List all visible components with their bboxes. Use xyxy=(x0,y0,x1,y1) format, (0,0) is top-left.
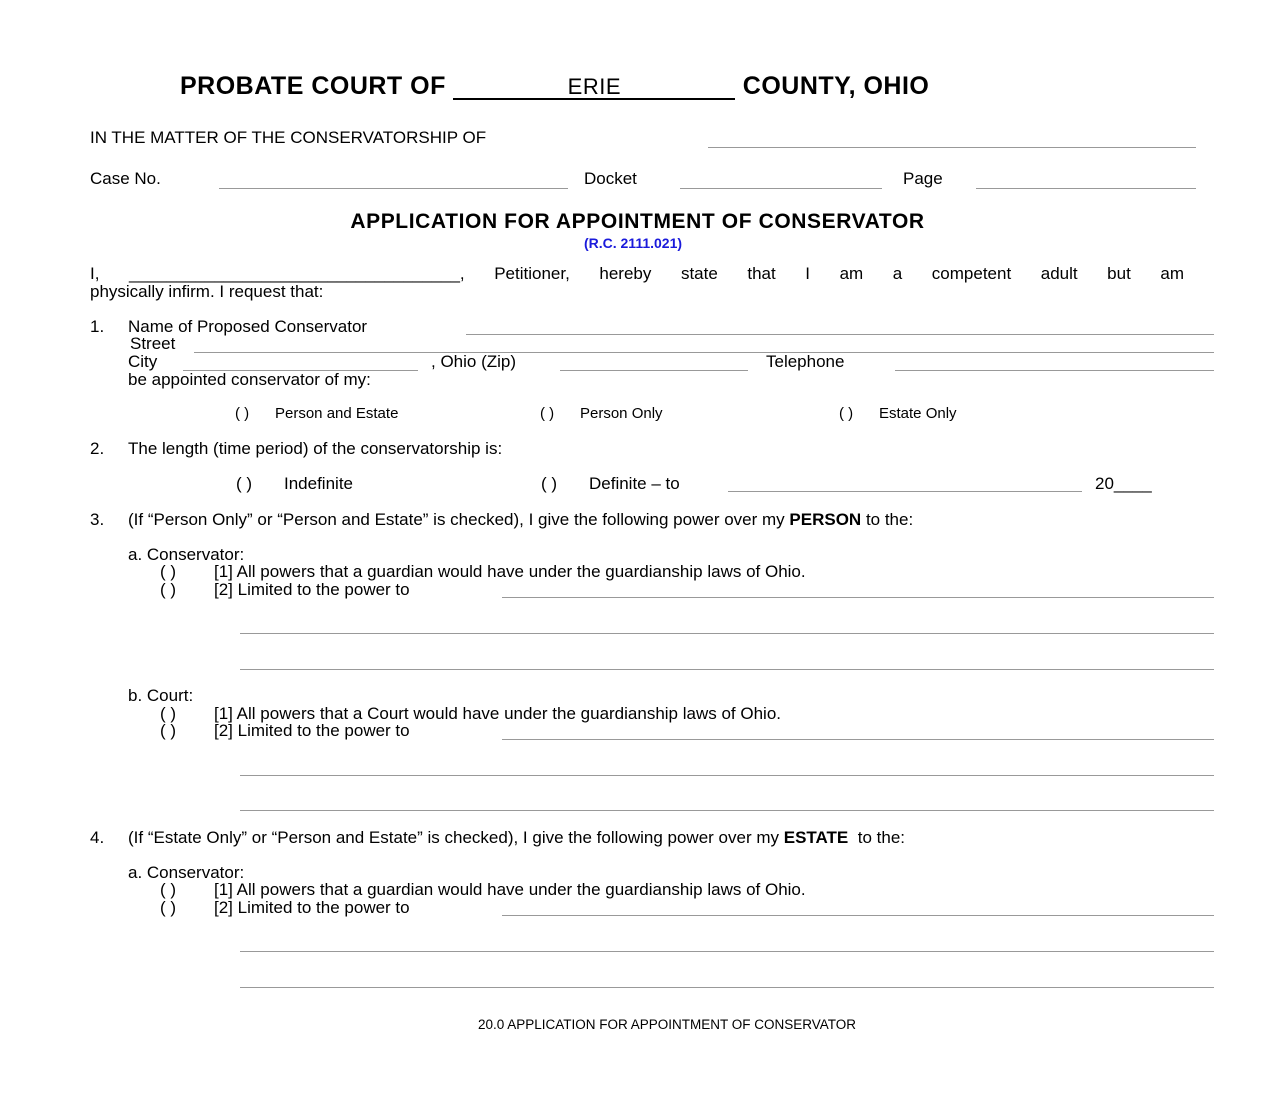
item4a-option1[interactable] xyxy=(160,880,806,900)
option-estate-only[interactable] xyxy=(839,405,957,422)
item3b-limit-line3[interactable] xyxy=(240,810,1214,811)
county-field[interactable] xyxy=(453,75,735,100)
item4-number: 4. xyxy=(90,828,105,847)
option-label: [2] Limited to the power to xyxy=(214,721,410,740)
form-title: APPLICATION FOR APPOINTMENT OF CONSERVATOR xyxy=(350,210,925,233)
item3-text-b: to the: xyxy=(865,510,914,529)
item4a-limit-line3[interactable] xyxy=(240,987,1214,988)
checkbox-paren[interactable]: ( ) xyxy=(540,405,555,422)
item3a-option1[interactable] xyxy=(160,562,806,582)
checkbox-paren[interactable]: ( ) xyxy=(160,721,177,740)
statute-ref: (R.C. 2111.021) xyxy=(583,235,683,251)
ohio-zip-label: , Ohio (Zip) xyxy=(431,352,517,371)
checkbox-paren[interactable]: ( ) xyxy=(160,880,177,899)
page-label: Page xyxy=(903,169,943,188)
intro-line1: I, ___________________________________, Petitioner, hereby state that I am a competent adult but am xyxy=(90,264,1184,283)
item3-text-a: (If “Person Only” or “Person and Estate” is checked), I give the following power over my xyxy=(128,510,785,529)
item3b-limit-line1[interactable] xyxy=(502,739,1214,740)
item4a-label: a. Conservator: xyxy=(128,863,245,882)
option-label: Indefinite xyxy=(284,474,353,493)
conservator-name-field[interactable] xyxy=(466,334,1214,335)
matter-field[interactable] xyxy=(708,147,1196,148)
checkbox-paren[interactable]: ( ) xyxy=(160,562,177,581)
intro-line2: physically infirm. I request that: xyxy=(90,282,324,301)
telephone-label: Telephone xyxy=(766,352,845,371)
checkbox-paren[interactable]: ( ) xyxy=(160,704,177,723)
title-prefix: PROBATE COURT OF xyxy=(180,72,446,100)
option-label: [1] All powers that a Court would have under the guardianship laws of Ohio. xyxy=(214,704,782,723)
length-text: The length (time period) of the conservatorship is: xyxy=(128,439,503,458)
option-label: [1] All powers that a guardian would have under the guardianship laws of Ohio. xyxy=(214,562,806,581)
item3-number: 3. xyxy=(90,510,105,529)
item3b-label: b. Court: xyxy=(128,686,194,705)
item4a-limit-line1[interactable] xyxy=(502,915,1214,916)
option-label: [1] All powers that a guardian would have under the guardianship laws of Ohio. xyxy=(214,880,806,899)
item3b-limit-line2[interactable] xyxy=(240,775,1214,776)
item3b-option2[interactable] xyxy=(160,721,410,741)
option-label: [2] Limited to the power to xyxy=(214,580,410,599)
option-label: Estate Only xyxy=(879,405,957,422)
matter-label: IN THE MATTER OF THE CONSERVATORSHIP OF xyxy=(90,128,487,147)
item4-text-b: to the: xyxy=(857,828,905,847)
checkbox-paren[interactable]: ( ) xyxy=(235,405,250,422)
item3-text-bold: PERSON xyxy=(789,510,862,529)
definite-date-field[interactable] xyxy=(728,491,1082,492)
checkbox-paren[interactable]: ( ) xyxy=(839,405,854,422)
appointed-text: be appointed conservator of my: xyxy=(128,370,371,389)
item4-text-a: (If “Estate Only” or “Person and Estate” is checked), I give the following power over my xyxy=(128,828,779,847)
telephone-field[interactable] xyxy=(895,370,1214,371)
item3a-label: a. Conservator: xyxy=(128,545,245,564)
option-person-and-estate[interactable] xyxy=(235,405,398,422)
item4a-option2[interactable] xyxy=(160,898,410,918)
item1-number: 1. xyxy=(90,317,105,336)
zip-field[interactable] xyxy=(560,370,748,371)
docket-field[interactable] xyxy=(680,188,882,189)
page-field[interactable] xyxy=(976,188,1196,189)
city-label: City xyxy=(128,352,158,371)
case-no-field[interactable] xyxy=(219,188,568,189)
option-label: Person and Estate xyxy=(275,405,399,422)
item2-number: 2. xyxy=(90,439,105,458)
option-label: Person Only xyxy=(580,405,663,422)
county-value: ERIE xyxy=(567,74,621,99)
item4a-limit-line2[interactable] xyxy=(240,951,1214,952)
item3-text xyxy=(128,510,913,530)
checkbox-paren[interactable]: ( ) xyxy=(160,898,177,917)
item3a-limit-line3[interactable] xyxy=(240,669,1214,670)
year-field[interactable]: 20____ xyxy=(1095,474,1152,493)
option-label: Definite – to xyxy=(589,474,680,493)
item4-text xyxy=(128,828,905,848)
docket-label: Docket xyxy=(584,169,637,188)
option-definite[interactable] xyxy=(541,474,680,494)
court-title xyxy=(180,72,929,101)
checkbox-paren[interactable]: ( ) xyxy=(541,474,558,493)
form-footer: 20.0 APPLICATION FOR APPOINTMENT OF CONSERVATOR xyxy=(477,1017,857,1032)
item3a-limit-line1[interactable] xyxy=(502,597,1214,598)
option-label: [2] Limited to the power to xyxy=(214,898,410,917)
item4-text-bold: ESTATE xyxy=(783,828,849,847)
checkbox-paren[interactable]: ( ) xyxy=(160,580,177,599)
case-no-label: Case No. xyxy=(90,169,161,188)
street-label: Street xyxy=(130,334,176,353)
conservator-name-label: Name of Proposed Conservator xyxy=(128,317,368,336)
option-person-only[interactable] xyxy=(540,405,663,422)
title-suffix: COUNTY, OHIO xyxy=(742,72,930,100)
item3a-option2[interactable] xyxy=(160,580,410,600)
option-indefinite[interactable] xyxy=(236,474,353,494)
item3a-limit-line2[interactable] xyxy=(240,633,1214,634)
street-field[interactable] xyxy=(194,352,1214,353)
checkbox-paren[interactable]: ( ) xyxy=(236,474,253,493)
